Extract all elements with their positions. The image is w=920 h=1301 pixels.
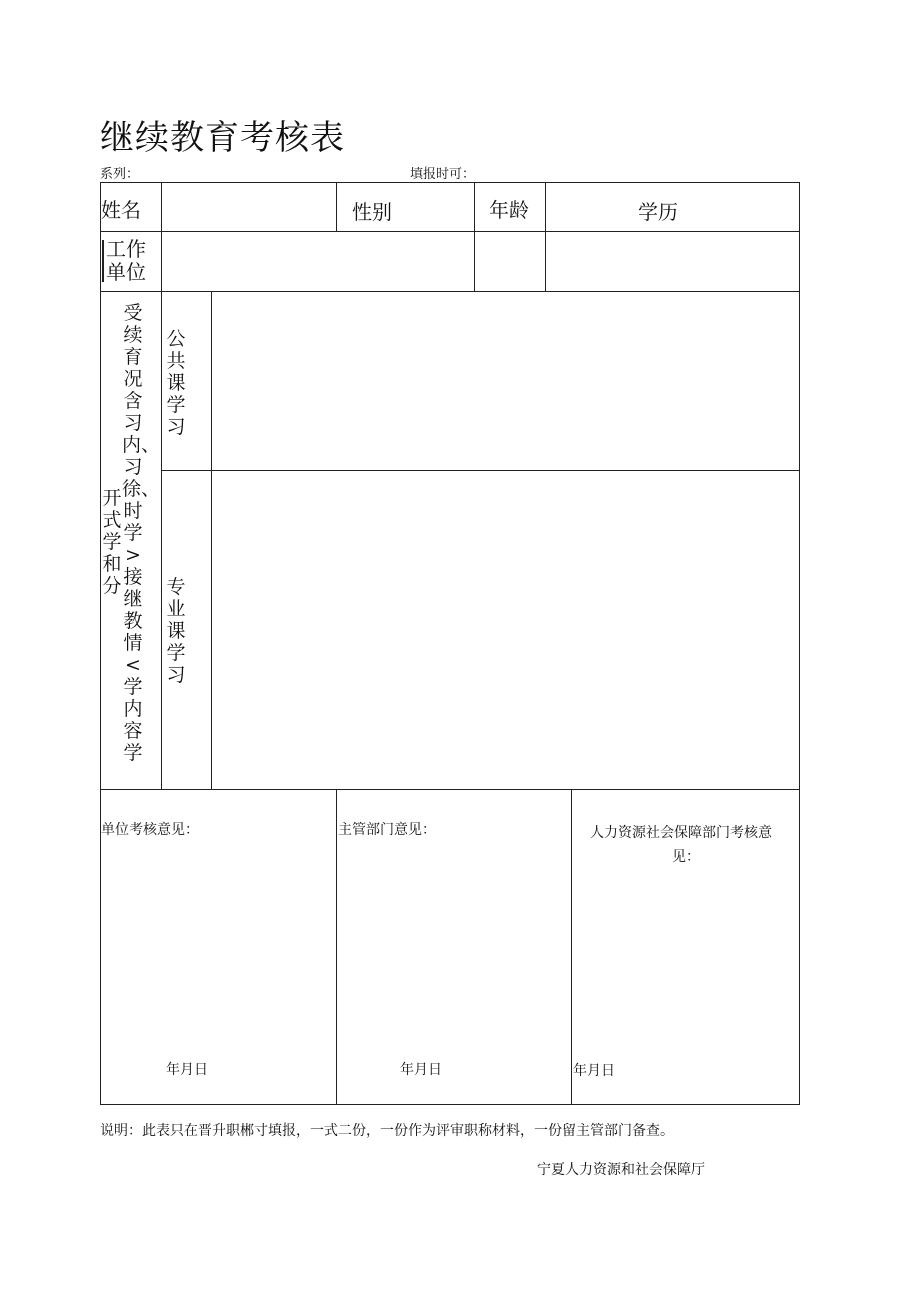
supervisor-date: 年月日 [400, 1062, 442, 1078]
gender-field[interactable] [405, 183, 473, 230]
name-label: 姓名 [101, 198, 141, 222]
age-field[interactable] [475, 232, 544, 290]
table-border-right [799, 182, 800, 1105]
work-unit-field[interactable] [162, 232, 473, 290]
unit-date: 年月日 [166, 1062, 208, 1078]
extra-field[interactable] [546, 232, 798, 290]
hr-date: 年月日 [573, 1063, 615, 1079]
gender-label: 性别 [352, 200, 392, 224]
issuer: 宁夏人力资源和社会保障厅 [537, 1162, 705, 1178]
study-section-label-col1: 受续育况含习内、习徐、时学>接继教情<学内容学 [122, 302, 161, 764]
series-label: 系列： [100, 167, 140, 182]
cursor-mark [102, 240, 104, 282]
age-label: 年龄 [489, 198, 529, 222]
form-note: 说明：此表只在晋升职郴寸填报，一式二份，一份作为评审职称材料，一份留主管部门备查。 [100, 1123, 674, 1139]
form-title: 继续教育考核表 [100, 118, 345, 158]
public-course-field[interactable] [212, 292, 798, 469]
col-divider [161, 291, 162, 790]
hr-opinion-field[interactable] [572, 870, 798, 1055]
work-unit-label-line2: 单位 [106, 260, 146, 284]
hr-opinion-label-line1: 人力资源社会保障部门考核意 [590, 825, 772, 841]
study-section-label-col2: 开式学和分 [102, 487, 122, 597]
supervisor-opinion-label: 主管部门意见： [338, 822, 436, 838]
table-border-bottom [100, 1104, 800, 1105]
work-unit-label-line1: 工作 [106, 237, 146, 261]
hr-opinion-label-line2: 见： [672, 849, 700, 865]
name-field[interactable] [162, 183, 335, 230]
education-label: 学历 [638, 200, 678, 224]
unit-opinion-field[interactable] [101, 845, 335, 1055]
col-divider [336, 182, 337, 232]
professional-course-field[interactable] [212, 471, 798, 788]
supervisor-opinion-field[interactable] [337, 845, 570, 1055]
row-divider [100, 789, 800, 790]
professional-course-label: 专业课学习 [166, 576, 186, 686]
education-field[interactable] [546, 183, 798, 230]
public-course-label: 公共课学习 [166, 328, 186, 438]
fill-time-label: 填报时可： [410, 167, 476, 182]
unit-opinion-label: 单位考核意见： [101, 822, 199, 838]
